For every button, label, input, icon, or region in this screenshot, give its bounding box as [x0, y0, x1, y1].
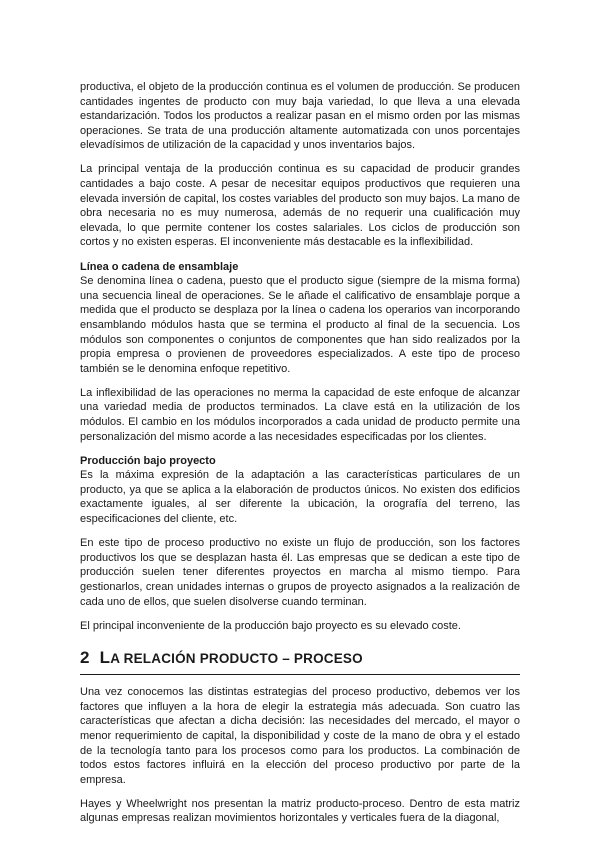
paragraph-project-drawback: El principal inconveniente de la producción bajo proyecto es su elevado coste. [80, 619, 461, 632]
paragraph-continuous-production: productiva, el objeto de la producción continua es el volumen de producción. Se producen cantidades ingentes de producto con muy baja variedad, lo que lleva a una elevada estandarización. Todos los productos a realizar pasan en el mismo orden por las mismas operaciones. Se trata de una producción altamente automatizada con unos porcentajes elevadísimos de utilización de la capacidad y unos inventarios bajos. [80, 81, 520, 152]
paragraph-assembly-flexibility: La inflexibilidad de las operaciones no merma la capacidad de este enfoque de alcanzar una variedad media de productos terminados. La clave está en la utilización de los módulos. El cambio en los módulos incorporados a cada unidad de producto permite una personalización del mismo acorde a las necesidades especificadas por los clientes. [80, 386, 520, 443]
paragraph-hayes-wheelwright: Hayes y Wheelwright nos presentan la matriz producto-proceso. Dentro de esta matriz algunas empresas realizan movimientos horizontales y verticales fuera de la diagonal, [80, 797, 520, 825]
paragraph-project-production: Es la máxima expresión de la adaptación a las características particulares de un producto, ya que se aplica a la elaboración de productos únicos. No existen dos edificios exactamente iguales, al ser diferente la ubicación, la orografía del terreno, las especificaciones del cliente, etc. [80, 469, 520, 526]
paragraph-project-flow: En este tipo de proceso productivo no existe un flujo de producción, son los factores productivos los que se desplazan hasta él. Las empresas que se dedican a este tipo de producción suelen tener diferentes proyectos en marcha al mismo tiempo. Para gestionarlos, crean unidades internas o grupos de proyecto asignados a la realización de cada uno de ellos, que suelen disolverse cuando terminan. [80, 537, 520, 608]
paragraph-assembly-line: Se denomina línea o cadena, puesto que el producto sigue (siempre de la misma forma) una secuencia lineal de operaciones. Se le añade el calificativo de ensamblaje porque a medida que el producto se desplaza por la línea o cadena los operarios van incorporando ensamblando módulos hasta que se termina el producto al final de la secuencia. Los módulos son componentes o conjuntos de componentes que han sido realizados por la propia empresa o provienen de proveedores especializados. A este tipo de proceso también se le denomina enfoque repetitivo. [80, 275, 520, 375]
subheading-assembly-line: Línea o cadena de ensamblaje [80, 260, 239, 273]
section-title-rest: A RELACIÓN PRODUCTO – PROCESO [110, 651, 363, 667]
document-page [80, 80, 520, 836]
section-number: 2 [80, 648, 90, 668]
paragraph-strategy-factors: Una vez conocemos las distintas estrategias del proceso productivo, debemos ver los factores que influyen a la hora de elegir la estrategia más adecuada. Son cuatro las características que afectan a dicha decisión: las necesidades del mercado, el mayor o menor requerimiento de capital, la disponibilidad y coste de la mano de obra y el estado de la tecnología tanto para los procesos como para los productos. La combinación de todos estos factores influirá en la elección del proceso productivo por parte de la empresa. [80, 686, 520, 786]
section-heading [80, 647, 520, 675]
subheading-project-production: Producción bajo proyecto [80, 454, 216, 467]
paragraph-continuous-advantage: La principal ventaja de la producción continua es su capacidad de producir grandes cantidades a bajo coste. A pesar de necesitar equipos productivos que requieren una elevada inversión de capital, los costes variables del producto son muy bajos. La mano de obra necesaria no es muy numerosa, además de no requerir una cualificación muy elevada, lo que permite contener los costes salariales. Los ciclos de producción son cortos y no existen esperas. El inconveniente más destacable es la inflexibilidad. [80, 163, 520, 249]
section-title-initial: L [99, 648, 111, 668]
